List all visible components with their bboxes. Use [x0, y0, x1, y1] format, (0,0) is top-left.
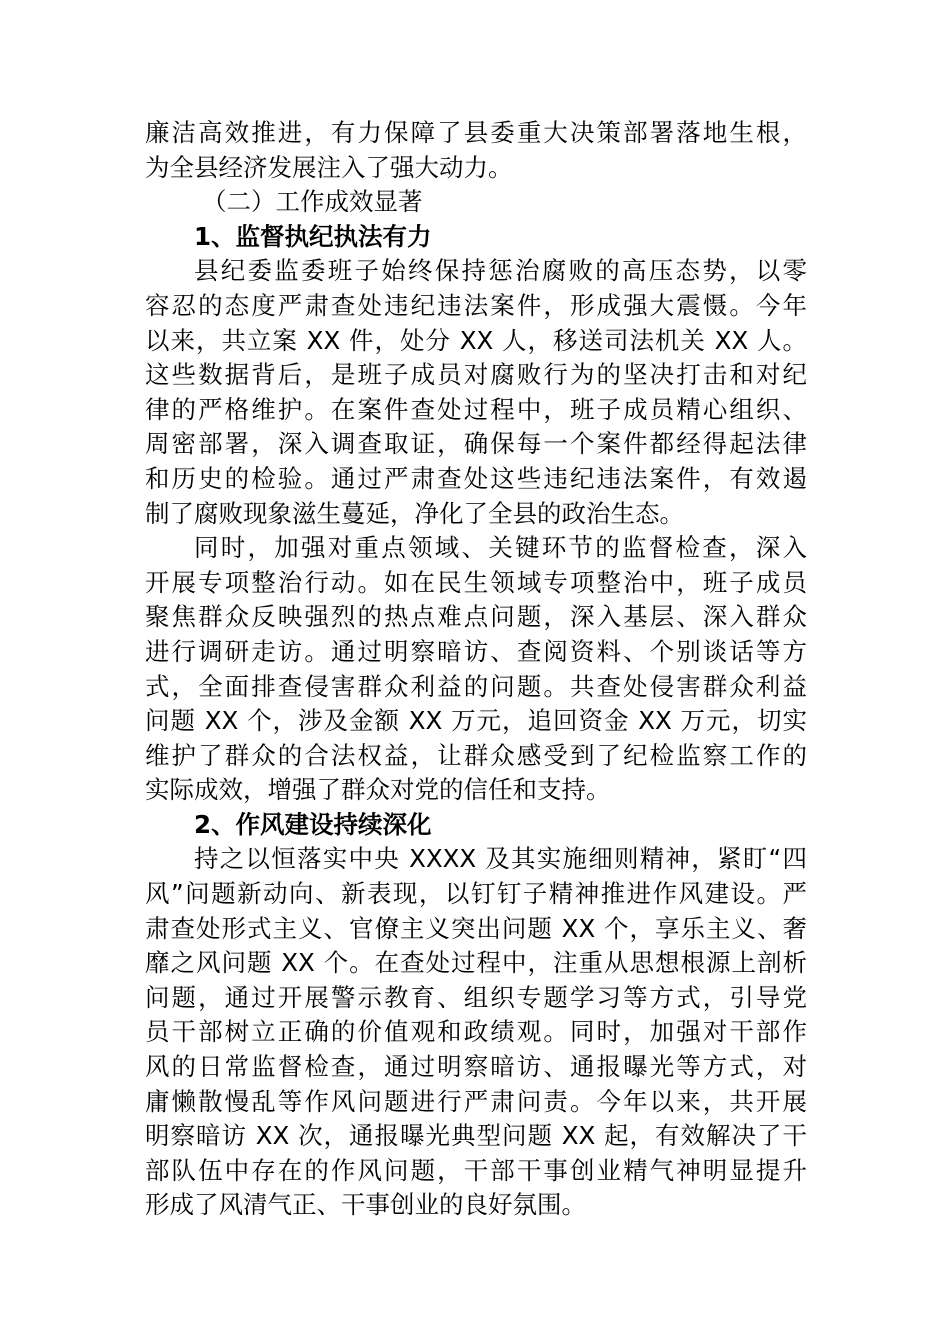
text-line: 开展专项整治行动。如在民生领域专项整治中，班子成员: [145, 567, 807, 597]
section-heading: 2、作风建设持续深化: [194, 809, 432, 839]
text-line: 和历史的检验。通过严肃查处这些违纪违法案件，有效遏: [145, 463, 807, 493]
text-line: 明察暗访 XX 次，通报曝光典型问题 XX 起，有效解决了干: [145, 1121, 807, 1151]
text-line: 进行调研走访。通过明察暗访、查阅资料、个别谈话等方: [145, 636, 807, 666]
text-line: 这些数据背后，是班子成员对腐败行为的坚决打击和对纪: [145, 360, 807, 390]
text-line: （二）工作成效显著: [202, 187, 423, 217]
text-line: 维护了群众的合法权益，让群众感受到了纪检监察工作的: [145, 740, 807, 770]
text-line: 式，全面排查侵害群众利益的问题。共查处侵害群众利益: [145, 671, 807, 701]
text-line: 实际成效，增强了群众对党的信任和支持。: [145, 775, 611, 805]
text-line: 部队伍中存在的作风问题，干部干事创业精气神明显提升: [145, 1155, 807, 1185]
text-line: 县纪委监委班子始终保持惩治腐败的高压态势，以零: [194, 256, 807, 286]
text-line: 容忍的态度严肃查处违纪违法案件，形成强大震慑。今年: [145, 290, 807, 320]
text-line: 同时，加强对重点领域、关键环节的监督检查，深入: [194, 533, 807, 563]
text-line: 庸懒散慢乱等作风问题进行严肃问责。今年以来，共开展: [145, 1086, 807, 1116]
document-page: [145, 116, 807, 1223]
text-line: 问题，通过开展警示教育、组织专题学习等方式，引导党: [145, 982, 807, 1012]
text-line: 风”问题新动向、新表现，以钉钉子精神推进作风建设。严: [145, 879, 807, 909]
text-line: 持之以恒落实中央 XXXX 及其实施细则精神，紧盯“四: [194, 844, 807, 874]
text-line: 员干部树立正确的价值观和政绩观。同时，加强对干部作: [145, 1017, 807, 1047]
text-line: 周密部署，深入调查取证，确保每一个案件都经得起法律: [145, 429, 807, 459]
text-line: 肃查处形式主义、官僚主义突出问题 XX 个，享乐主义、奢: [145, 913, 807, 943]
text-line: 靡之风问题 XX 个。在查处过程中，注重从思想根源上剖析: [145, 948, 807, 978]
text-line: 制了腐败现象滋生蔓延，净化了全县的政治生态。: [145, 498, 684, 528]
text-line: 律的严格维护。在案件查处过程中，班子成员精心组织、: [145, 394, 807, 424]
text-line: 为全县经济发展注入了强大动力。: [145, 152, 513, 182]
text-line: 廉洁高效推进，有力保障了县委重大决策部署落地生根，: [145, 118, 807, 147]
section-heading: 1、监督执纪执法有力: [194, 221, 432, 251]
text-line: 问题 XX 个，涉及金额 XX 万元，追回资金 XX 万元，切实: [145, 706, 807, 736]
text-line: 风的日常监督检查，通过明察暗访、通报曝光等方式，对: [145, 1052, 807, 1082]
text-line: 以来，共立案 XX 件，处分 XX 人，移送司法机关 XX 人。: [145, 325, 807, 355]
text-line: 形成了风清气正、干事创业的良好氛围。: [145, 1190, 586, 1220]
text-line: 聚焦群众反映强烈的热点难点问题，深入基层、深入群众: [145, 602, 807, 632]
